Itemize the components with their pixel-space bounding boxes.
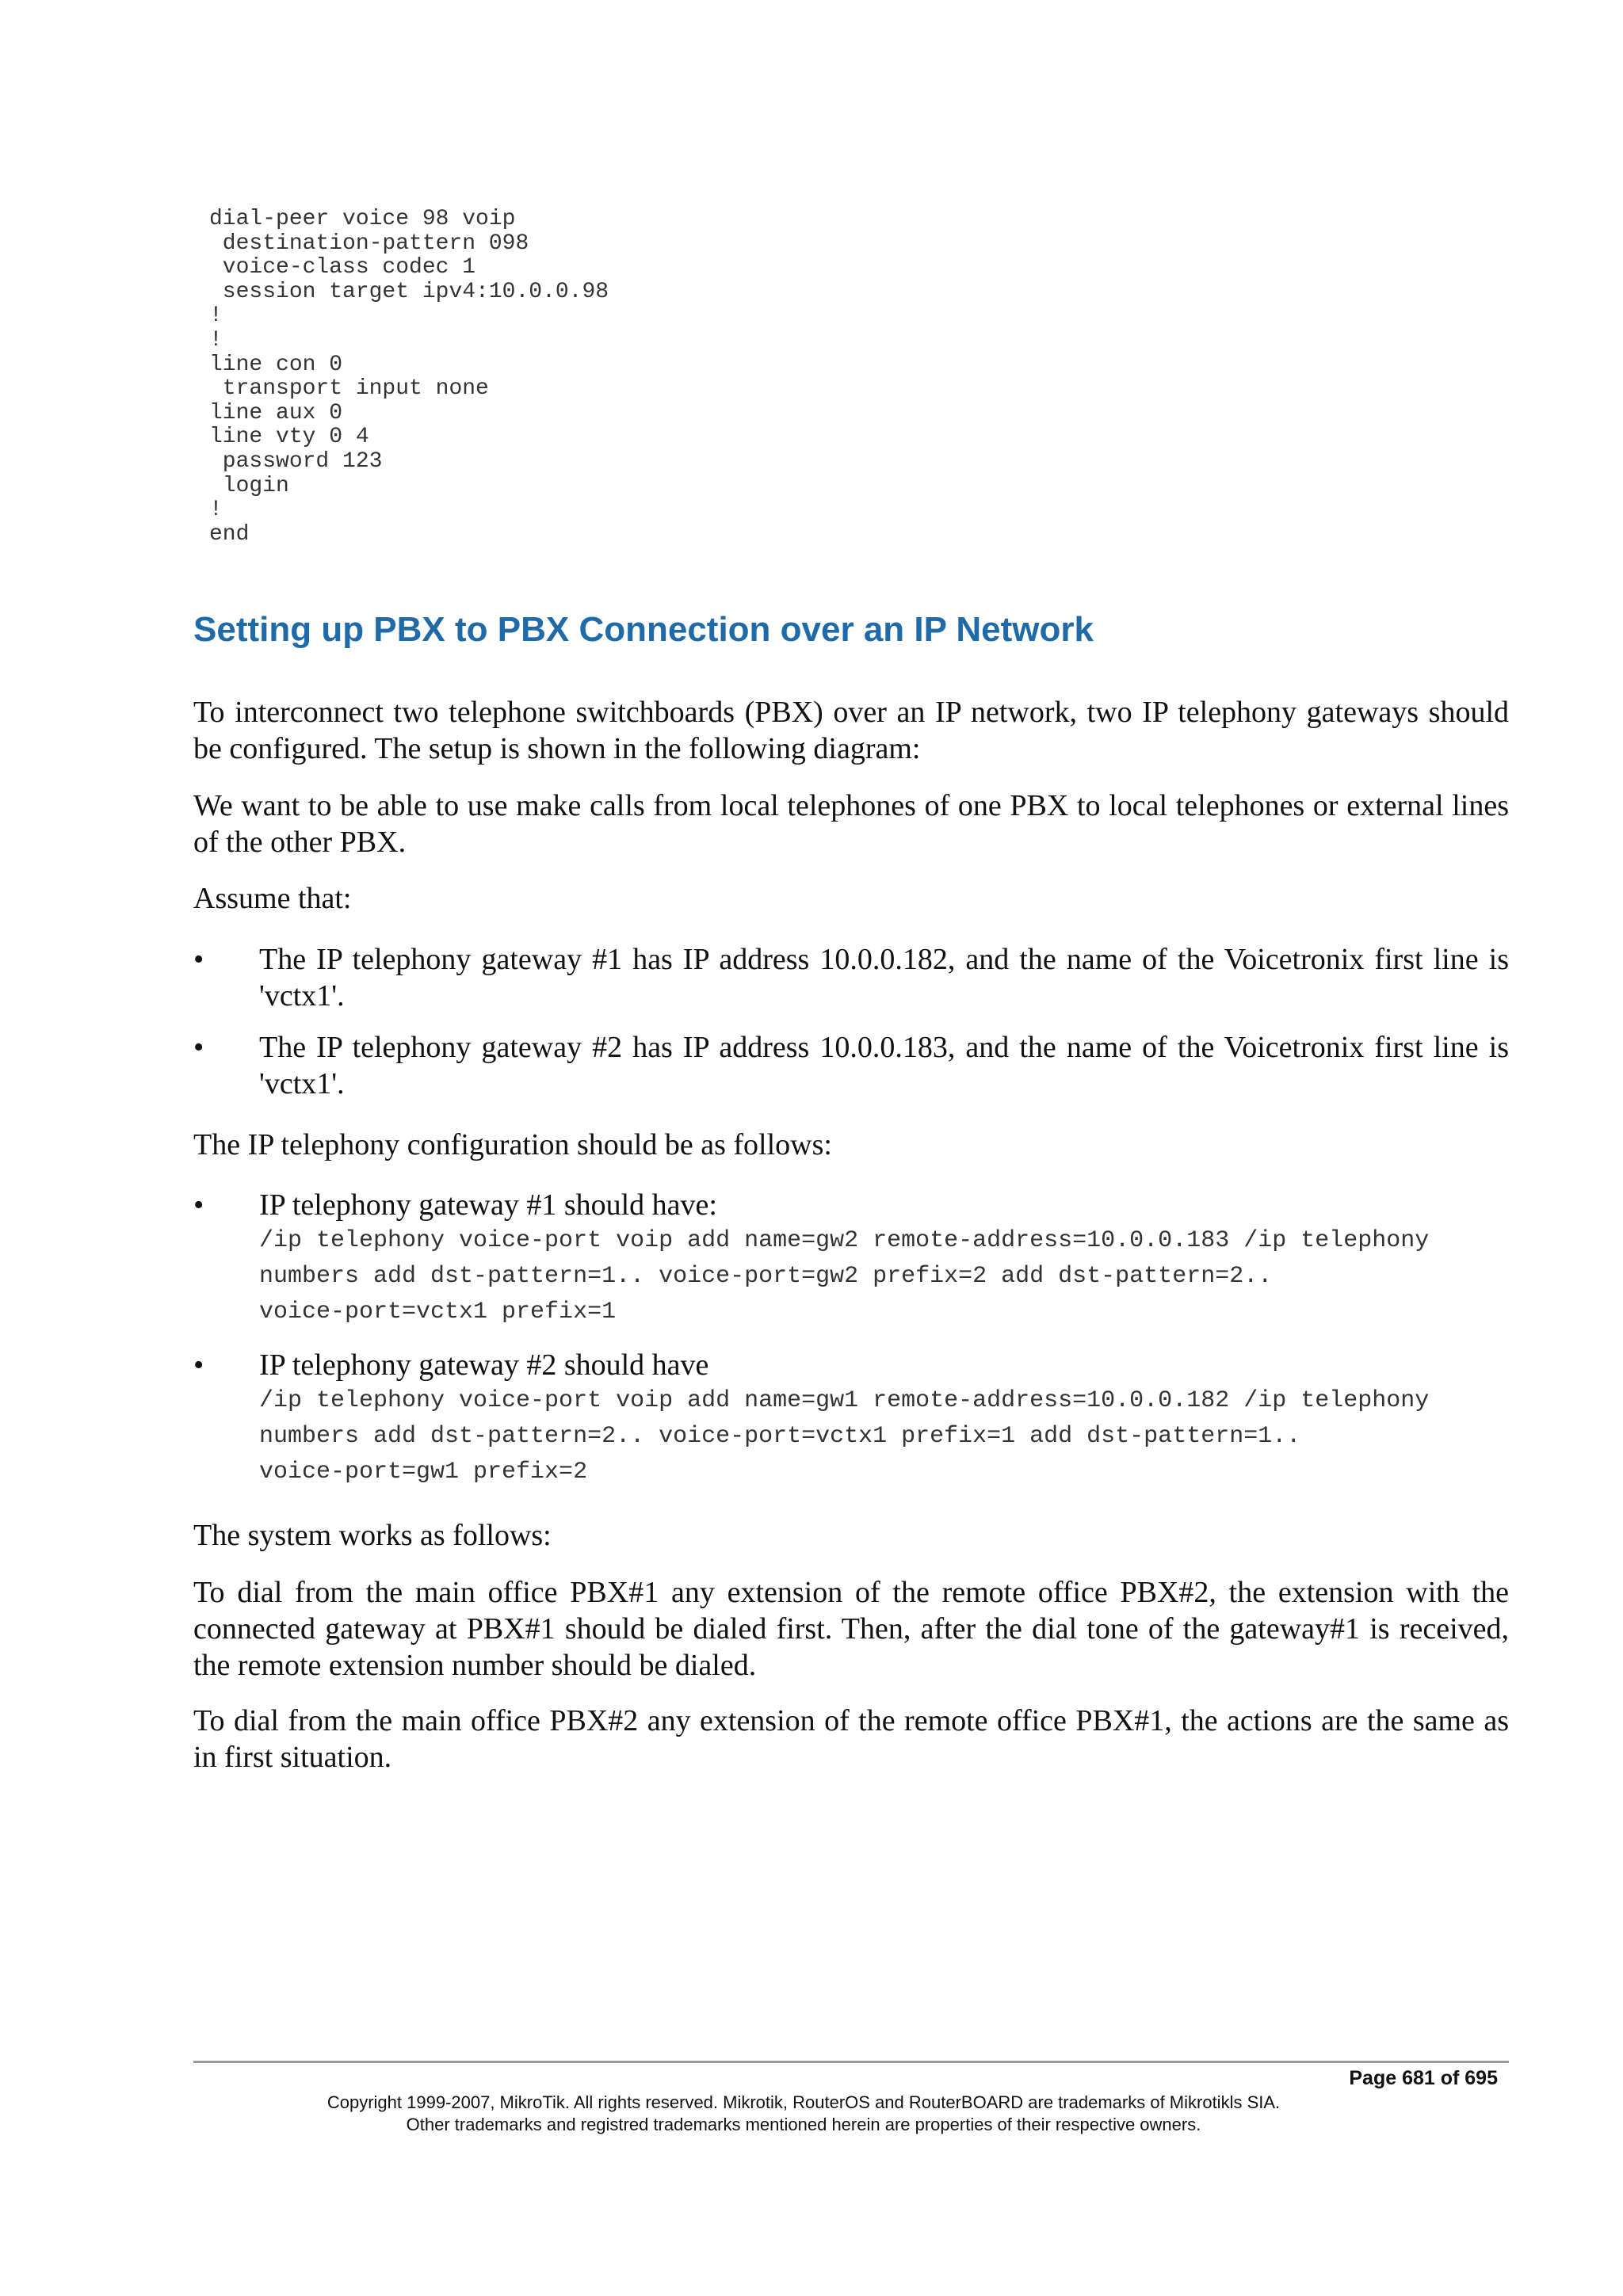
code-line: line aux 0 [209,400,343,425]
command-line: numbers add dst-pattern=2.. voice-port=vctx1 prefix=1 add dst-pattern=1.. [259,1423,1301,1450]
code-line: ! [209,327,223,353]
command-line: numbers add dst-pattern=1.. voice-port=gw2 prefix=2 add dst-pattern=2.. [259,1263,1273,1290]
code-line: ! [209,303,223,329]
gateway-1-item [193,1187,1509,1337]
copyright-line: Copyright 1999-2007, MikroTik. All rights reserved. Mikrotik, RouterOS and RouterBOARD are trademarks of Mikrotikls SIA. [327,2092,1281,2112]
code-line: end [209,521,250,547]
code-line: dial-peer voice 98 voip [209,207,516,231]
page-number: Page 681 of 695 [1349,2067,1498,2089]
gateway-1-commands [259,1223,1527,1330]
code-line: destination-pattern 098 [209,231,529,256]
code-line: ! [209,498,223,523]
bullet-icon: • [193,1348,204,1382]
assumption-item [193,941,1509,1014]
bullet-icon: • [193,943,204,976]
intro-paragraph: To interconnect two telephone switchboards (PBX) over an IP network, two IP telephony gateways should be configured. The setup is shown in the following diagram: [193,696,1509,765]
bullet-icon: • [193,1031,204,1064]
works-paragraph: The system works as follows: [193,1519,552,1552]
code-line: login [209,473,289,498]
gateway-label: IP telephony gateway #1 should have: [259,1188,717,1222]
command-line: /ip telephony voice-port voip add name=gw1 remote-address=10.0.0.182 /ip telephony [259,1387,1430,1414]
assumption-text: The IP telephony gateway #1 has IP address 10.0.0.182, and the name of the Voicetronix first line is 'vctx1'. [259,943,1509,1013]
dial-1-paragraph: To dial from the main office PBX#1 any extension of the remote office PBX#2, the extension with the connected gateway at PBX#1 should be dialed first. Then, after the dial tone of the gateway#1 is received, the remote extension number should be dialed. [193,1576,1509,1682]
command-line: voice-port=gw1 prefix=2 [259,1459,588,1486]
assumption-text: The IP telephony gateway #2 has IP address 10.0.0.183, and the name of the Voicetronix first line is 'vctx1'. [259,1031,1509,1100]
bullet-icon: • [193,1188,204,1222]
goal-paragraph: We want to be able to use make calls from local telephones of one PBX to local telephones or external lines of the other PBX. [193,789,1509,859]
command-line: /ip telephony voice-port voip add name=gw2 remote-address=10.0.0.183 /ip telephony [259,1227,1430,1254]
command-line: voice-port=vctx1 prefix=1 [259,1299,617,1325]
code-line: voice-class codec 1 [209,255,476,280]
assumption-item [193,1029,1509,1102]
dial-2-paragraph: To dial from the main office PBX#2 any extension of the remote office PBX#1, the actions are the same as in first situation. [193,1704,1509,1774]
code-line: password 123 [209,448,383,474]
section-heading: Setting up PBX to PBX Connection over an IP Network [193,610,1094,649]
code-line: line con 0 [209,352,343,377]
gateway-label: IP telephony gateway #2 should have [259,1348,709,1382]
code-line: line vty 0 4 [209,425,369,450]
gateway-2-item [193,1347,1509,1497]
code-line: transport input none [209,376,489,402]
config-intro-paragraph: The IP telephony configuration should be as follows: [193,1128,832,1161]
assume-paragraph: Assume that: [193,882,352,915]
copyright-notice [193,2092,1414,2136]
footer-divider [193,2061,1509,2063]
gateway-2-commands [259,1383,1527,1490]
config-code-block [209,208,609,547]
code-line: session target ipv4:10.0.0.98 [209,279,609,304]
copyright-line: Other trademarks and registred trademarks mentioned herein are properties of their respective owners. [406,2115,1201,2134]
